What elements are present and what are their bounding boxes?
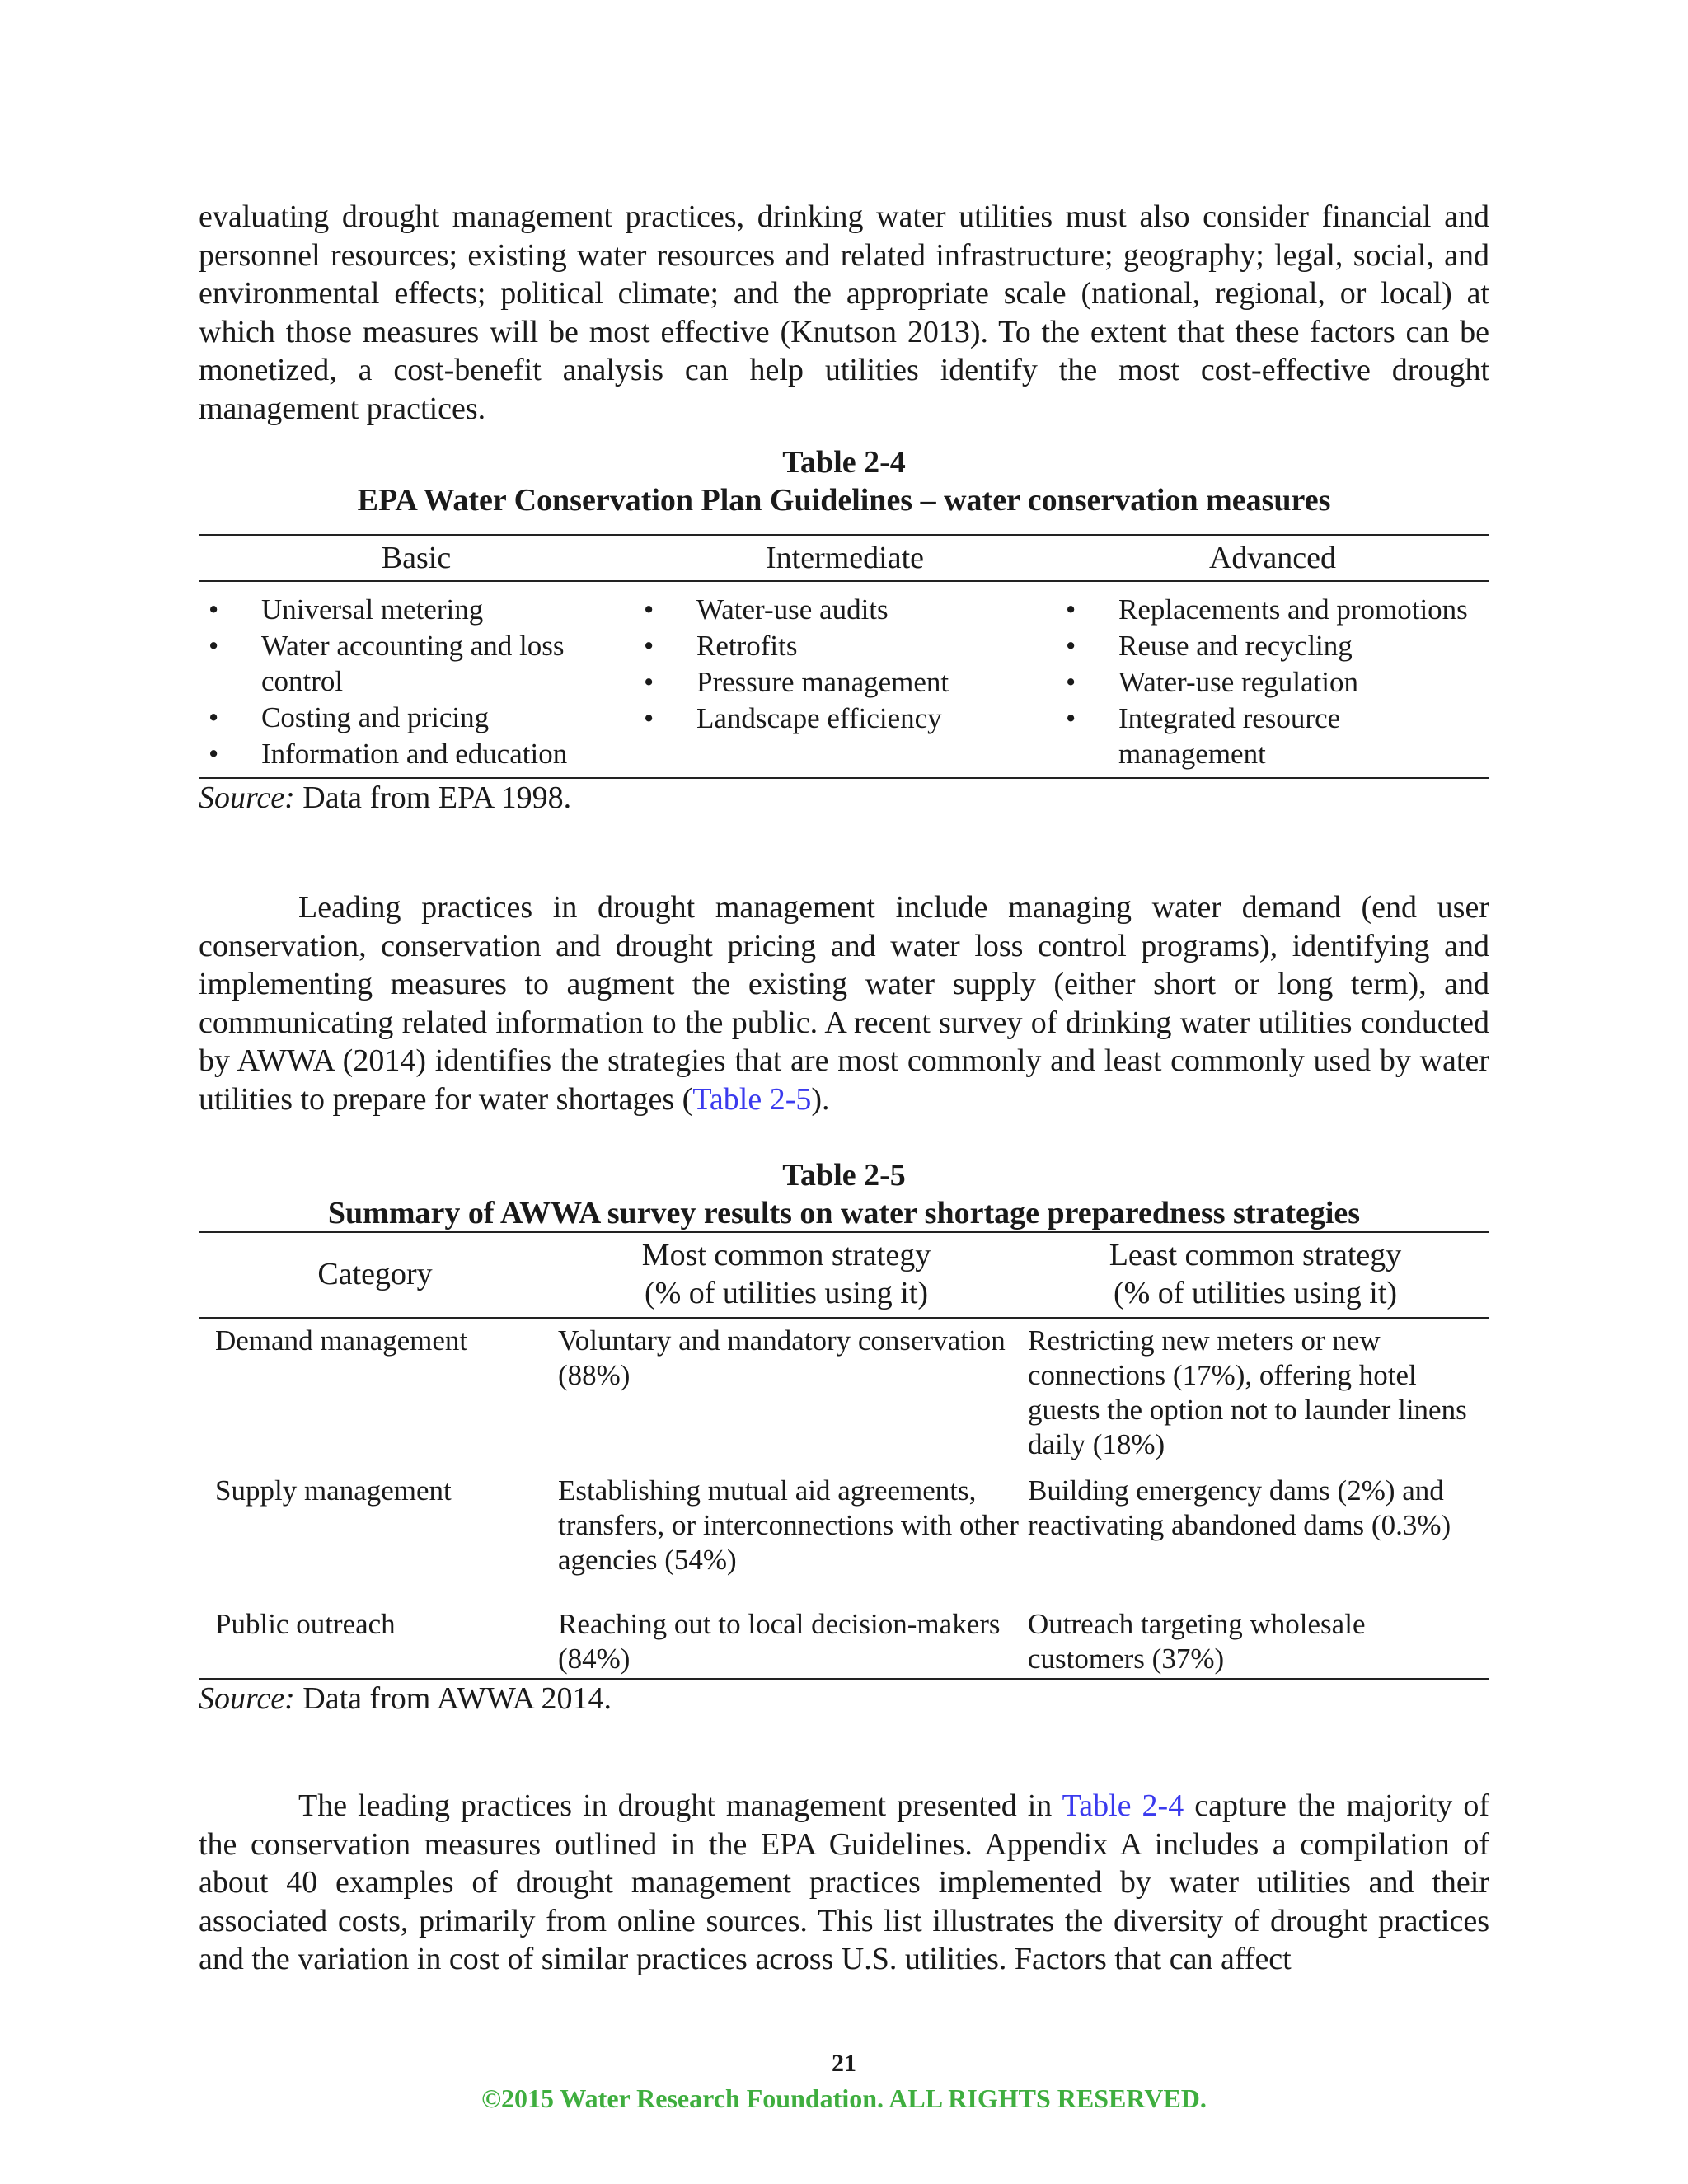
table-2-4 [199, 534, 1489, 779]
bullet-icon: • [209, 738, 219, 770]
bullet-icon: • [1066, 702, 1076, 734]
list-item: • Retrofits [644, 630, 798, 662]
list-item: • Water-use regulation [1066, 666, 1358, 698]
table-2-5-link[interactable]: Table 2-5 [692, 1081, 812, 1117]
header-intermediate: Intermediate [634, 535, 1056, 581]
copyright-notice: ©2015 Water Research Foundation. ALL RIGHTS RESERVED. [481, 2083, 1207, 2113]
table-2-5-source: Source: Data from AWWA 2014. [199, 1681, 612, 1716]
header-basic: Basic [199, 535, 634, 581]
table-2-5-header-row [199, 1232, 1489, 1318]
bullet-icon: • [644, 593, 654, 626]
table-2-4-header-row [199, 535, 1489, 581]
table-row [199, 1602, 1489, 1679]
list-item: • Replacements and promotions [1066, 593, 1468, 626]
bullet-icon: • [1066, 666, 1076, 698]
table-2-4-title: EPA Water Conservation Plan Guidelines – water conservation measures [357, 483, 1331, 518]
basic-measures-cell [199, 581, 634, 778]
header-advanced: Advanced [1056, 535, 1489, 581]
header-least-common: Least common strategy (% of utilities using it) [1021, 1232, 1489, 1318]
most-common-cell: Voluntary and mandatory conservation (88%) [558, 1324, 1006, 1391]
list-item: • Information and education [209, 738, 568, 770]
table-2-5-title: Summary of AWWA survey results on water shortage preparedness strategies [327, 1196, 1361, 1230]
least-common-cell: Building emergency dams (2%) and reactivating abandoned dams (0.3%) [1028, 1474, 1451, 1541]
paragraph-leading-practices: Leading practices in drought management include managing water demand (end user conservation, conservation and drought pricing and water loss control programs), identifying and implementing measures to augment the existing water supply (either short or long term), and communicating related information to the public. A recent survey of drinking water utilities conducted by AWWA (2014) identifies the strategies that are most commonly and least commonly used by water utilities to prepare for water shortages (Table 2-5). [199, 890, 1489, 1117]
bullet-icon: • [644, 666, 654, 698]
basic-measures-list [199, 592, 634, 771]
header-most-common: Most common strategy (% of utilities using it) [551, 1232, 1021, 1318]
table-2-5 [199, 1231, 1489, 1680]
least-common-cell: Restricting new meters or new connections (17%), offering hotel guests the option not to launder linens daily (18%) [1028, 1324, 1467, 1460]
advanced-measures-list [1056, 592, 1489, 771]
bullet-icon: • [644, 702, 654, 734]
list-item: • Reuse and recycling [1066, 630, 1353, 662]
table-row [199, 1318, 1489, 1469]
list-item: • Integrated resource management [1066, 702, 1341, 770]
intermediate-measures-list [634, 592, 1056, 736]
bullet-icon: • [209, 701, 219, 733]
category-cell: Public outreach [215, 1608, 396, 1640]
intermediate-measures-cell [634, 581, 1056, 778]
advanced-measures-cell [1056, 581, 1489, 778]
most-common-cell: Reaching out to local decision-makers (84%) [558, 1608, 1001, 1675]
category-cell: Supply management [215, 1474, 452, 1507]
bullet-icon: • [1066, 630, 1076, 662]
bullet-icon: • [209, 593, 219, 626]
table-2-4-source: Source: Data from EPA 1998. [199, 780, 572, 815]
least-common-cell: Outreach targeting wholesale customers (37%) [1028, 1608, 1366, 1675]
header-category: Category [199, 1232, 551, 1318]
list-item: • Water-use audits [644, 593, 889, 626]
list-item: • Landscape efficiency [644, 702, 942, 734]
table-2-4-body-row [199, 581, 1489, 778]
category-cell: Demand management [215, 1324, 468, 1357]
table-2-4-number: Table 2-4 [782, 445, 906, 480]
bullet-icon: • [209, 630, 219, 662]
table-row [199, 1469, 1489, 1602]
page-number: 21 [832, 2050, 856, 2077]
list-item: • Universal metering [209, 593, 484, 626]
list-item: • Costing and pricing [209, 701, 490, 733]
paragraph-appendix: The leading practices in drought management presented in Table 2-4 capture the majority of the conservation measures outlined in the EPA Guidelines. Appendix A includes a compilation of about 40 examples of drought management practices implemented by water utilities and their associated costs, primarily from online sources. This list illustrates the diversity of drought practices and the variation in cost of similar practices across U.S. utilities. Factors that can affect [199, 1788, 1490, 1976]
most-common-cell: Establishing mutual aid agreements, transfers, or interconnections with other agencies (54%) [558, 1474, 1019, 1576]
list-item: • Water accounting and loss control [209, 630, 565, 697]
bullet-icon: • [644, 630, 654, 662]
table-2-4-link[interactable]: Table 2-4 [1062, 1788, 1184, 1823]
paragraph-intro: evaluating drought management practices, drinking water utilities must also consider financial and personnel resources; existing water resources and related infrastructure; geography; legal, social, and environmental effects; political climate; and the appropriate scale (national, regional, or local) at which those measures will be most effective (Knutson 2013). To the extent that these factors can be monetized, a cost-benefit analysis can help utilities identify the most cost-effective drought management practices. [199, 199, 1489, 426]
table-2-5-number: Table 2-5 [782, 1158, 906, 1193]
bullet-icon: • [1066, 593, 1076, 626]
list-item: • Pressure management [644, 666, 950, 698]
